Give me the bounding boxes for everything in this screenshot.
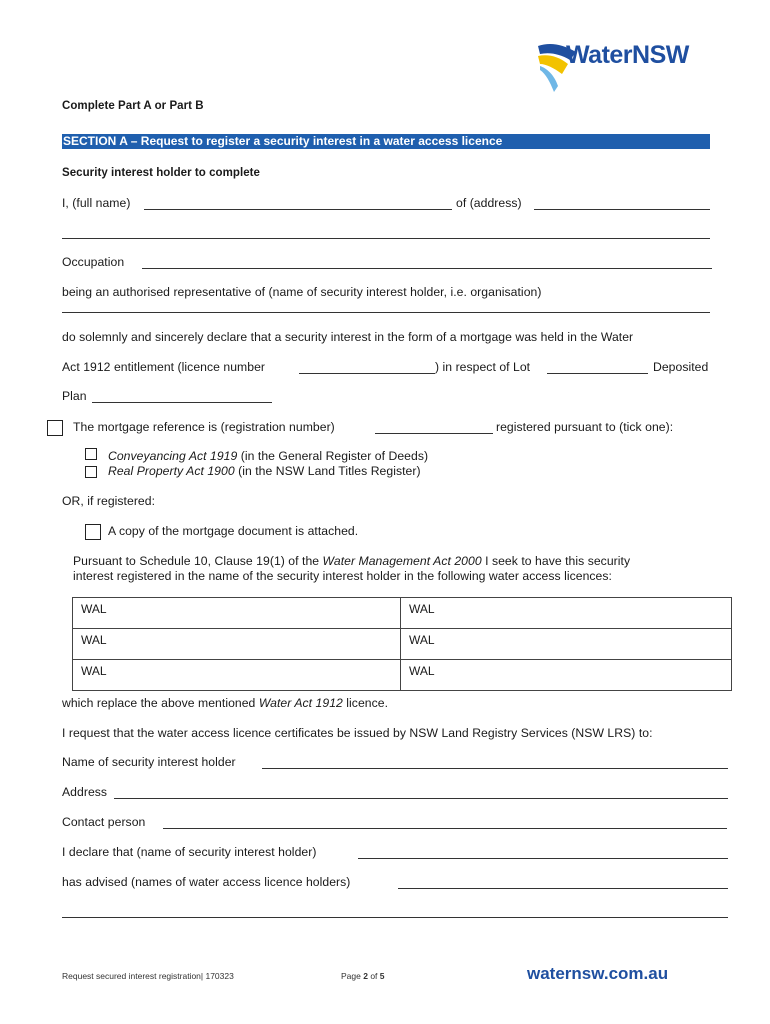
declare-text: do solemnly and sincerely declare that a security interest in the form of a mortgage was held in the Water (62, 330, 634, 344)
pursuant-part-a: Pursuant to Schedule 10, Clause 19(1) of the (73, 554, 323, 568)
real-property-act-register: (in the NSW Land Titles Register) (234, 464, 421, 478)
wal-cell[interactable]: WAL (73, 629, 401, 660)
registration-number-field[interactable] (375, 433, 493, 434)
advised-field[interactable] (398, 888, 728, 889)
wal-cell[interactable]: WAL (73, 660, 401, 691)
real-property-act-name: Real Property Act 1900 (108, 464, 235, 478)
footer-page-number (341, 971, 385, 981)
section-a-heading: SECTION A – Request to register a security interest in a water access licence (62, 134, 710, 149)
representative-text: being an authorised representative of (name of security interest holder, i.e. organisation) (62, 285, 542, 299)
replace-text (62, 696, 388, 711)
address-field[interactable] (534, 209, 710, 210)
declare-holder-field[interactable] (358, 858, 728, 859)
wal-table (72, 597, 732, 691)
conveyancing-act-option (108, 449, 428, 464)
water-act-1912: Water Act 1912 (258, 696, 343, 710)
waternsw-logo (536, 40, 696, 94)
name-holder-label: Name of security interest holder (62, 755, 236, 769)
footer-website-link[interactable]: waternsw.com.au (527, 964, 669, 983)
contact-field[interactable] (163, 828, 727, 829)
water-management-act: Water Management Act 2000 (322, 554, 482, 568)
wal-cell[interactable]: WAL (401, 629, 732, 660)
organisation-field[interactable] (62, 312, 710, 313)
real-property-act-option (108, 464, 421, 479)
mortgage-text-2: registered pursuant to (tick one): (496, 420, 674, 434)
advised-label: has advised (names of water access licence holders) (62, 875, 351, 889)
page-prefix: Page (341, 971, 364, 981)
request-text: I request that the water access licence certificates be issued by NSW Land Registry Services (NSW LRS) to: (62, 726, 653, 740)
page-current: 2 (363, 971, 368, 981)
address2-field[interactable] (114, 798, 728, 799)
wal-cell[interactable]: WAL (401, 660, 732, 691)
replace-part-c: licence. (342, 696, 389, 710)
logo-text: WaterNSW (566, 41, 689, 69)
copy-attached-text: A copy of the mortgage document is attached. (108, 524, 359, 538)
wal-cell[interactable]: WAL (401, 598, 732, 629)
real-property-act-checkbox[interactable] (85, 466, 97, 478)
licence-number-field[interactable] (299, 373, 435, 374)
page-total: 5 (379, 971, 385, 981)
advised-continuation-field[interactable] (62, 917, 728, 918)
table-row (73, 629, 732, 660)
pursuant-line-1 (73, 554, 630, 569)
contact-label: Contact person (62, 815, 146, 829)
plan-field[interactable] (92, 402, 272, 403)
address-continuation-field[interactable] (62, 238, 710, 239)
copy-attached-checkbox[interactable] (85, 524, 101, 540)
declare-holder-label: I declare that (name of security interest holder) (62, 845, 317, 859)
conveyancing-act-register: (in the General Register of Deeds) (237, 449, 429, 463)
intro-instruction: Complete Part A or Part B (62, 100, 204, 112)
act-text-2: ) in respect of Lot (435, 360, 531, 374)
wal-cell[interactable]: WAL (73, 598, 401, 629)
act-text-3: Deposited (653, 360, 709, 374)
full-name-label: I, (full name) (62, 196, 131, 210)
act-text-1: Act 1912 entitlement (licence number (62, 360, 266, 374)
part-a-checkbox[interactable] (47, 420, 63, 436)
address2-label: Address (62, 785, 108, 799)
footer-doc-ref: Request secured interest registration| 170323 (62, 971, 234, 981)
conveyancing-act-checkbox[interactable] (85, 448, 97, 460)
mortgage-text-1: The mortgage reference is (registration number) (73, 420, 335, 434)
table-row (73, 598, 732, 629)
or-registered-text: OR, if registered: (62, 494, 156, 508)
address-label: of (address) (456, 196, 522, 210)
page-mid: of (367, 971, 380, 981)
table-row (73, 660, 732, 691)
occupation-field[interactable] (142, 268, 712, 269)
full-name-field[interactable] (144, 209, 452, 210)
lot-field[interactable] (547, 373, 648, 374)
replace-part-a: which replace the above mentioned (62, 696, 259, 710)
pursuant-line-2: interest registered in the name of the security interest holder in the following water access licences: (73, 569, 612, 583)
occupation-label: Occupation (62, 255, 125, 269)
name-holder-field[interactable] (262, 768, 728, 769)
pursuant-part-c: I seek to have this security (481, 554, 631, 568)
plan-label: Plan (62, 389, 87, 403)
conveyancing-act-name: Conveyancing Act 1919 (108, 449, 238, 463)
section-a-subheading: Security interest holder to complete (62, 167, 260, 179)
